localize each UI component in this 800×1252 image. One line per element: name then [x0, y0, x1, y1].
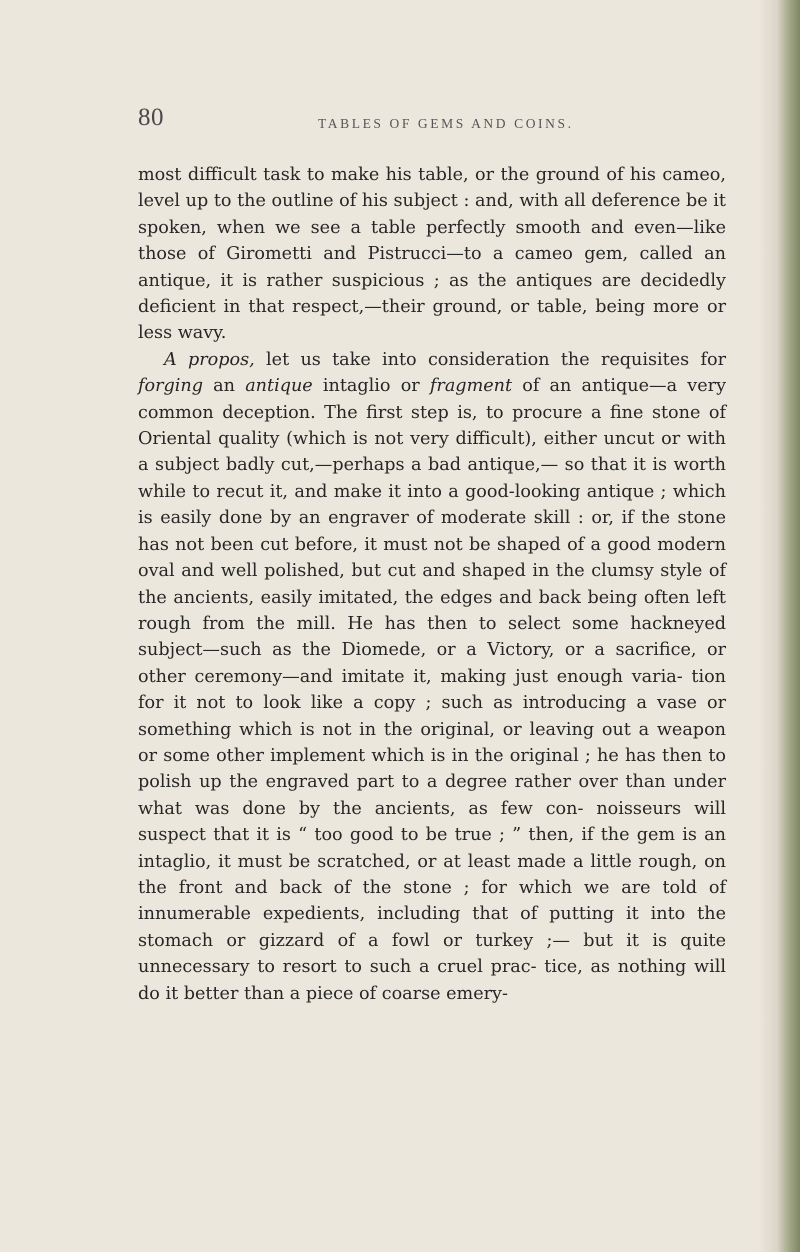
page-header	[0, 104, 800, 144]
paragraph-2-text-3: intaglio or	[312, 376, 430, 397]
running-title: TABLES OF GEMS AND COINS.	[318, 116, 574, 131]
page-number: 80	[138, 104, 164, 131]
italic-fragment: fragment	[429, 376, 513, 397]
italic-a-propos: A propos,	[164, 349, 255, 370]
body-text	[138, 162, 726, 1007]
paragraph-2-text-2: an	[203, 376, 246, 397]
paragraph-2-text-4: of an antique—a very common deception. The first step is, to procure a fine stone of Oriental quality (which is not very difficult), either uncut or with a subject badly cut,—perhaps a bad antique,— so that it is worth while to recut it, and make it into a good-looking antique ; which is easily done by an engraver of moderate skill : or, if the stone has not been cut before, it must not be shaped of a good modern oval and well polished, but cut and shaped in the clumsy style of the ancients, easily imitated, the edges and back being often left rough from the mill. He has then to select some hackneyed subject—such as the Diomede, or a Victory, or a sacrifice, or other ceremony—and imitate it, making just enough varia- tion for it not to look like a copy ; such as introducing a vase or something which is not in the original, or leaving out a weapon or some other implement which is in the original ; he has then to polish up the engraved part to a degree rather over than under what was done by the ancients, as few con- noisseurs will suspect that it is “ too good to be true ; ” then, if the gem is an intaglio, it must be scratched, or at least made a little rough, on the front and back of the stone ; for which we are told of innumerable expedients, including that of putting it into the stomach or gizzard of a fowl or turkey ;— but it is quite unnecessary to resort to such a cruel prac- tice, as nothing will do it better than a piece of coarse emery-	[138, 376, 727, 1004]
paragraph-1: most difficult task to make his table, or the ground of his cameo, level up to the outline of his subject : and, with all deference be it spoken, when we see a table perfectly smooth and even—like those of Girometti and Pistrucci—to a cameo gem, called an antique, it is rather suspicious ; as the antiques are decidedly deficient in that respect,—their ground, or table, being more or less wavy.	[138, 165, 726, 344]
italic-forging: forging	[138, 376, 203, 397]
paragraph-2	[138, 347, 726, 1007]
page-edge-shadow	[758, 0, 800, 1252]
paragraph-2-text-1: let us take into consideration the requisites for	[254, 349, 726, 370]
italic-antique: antique	[245, 376, 313, 397]
